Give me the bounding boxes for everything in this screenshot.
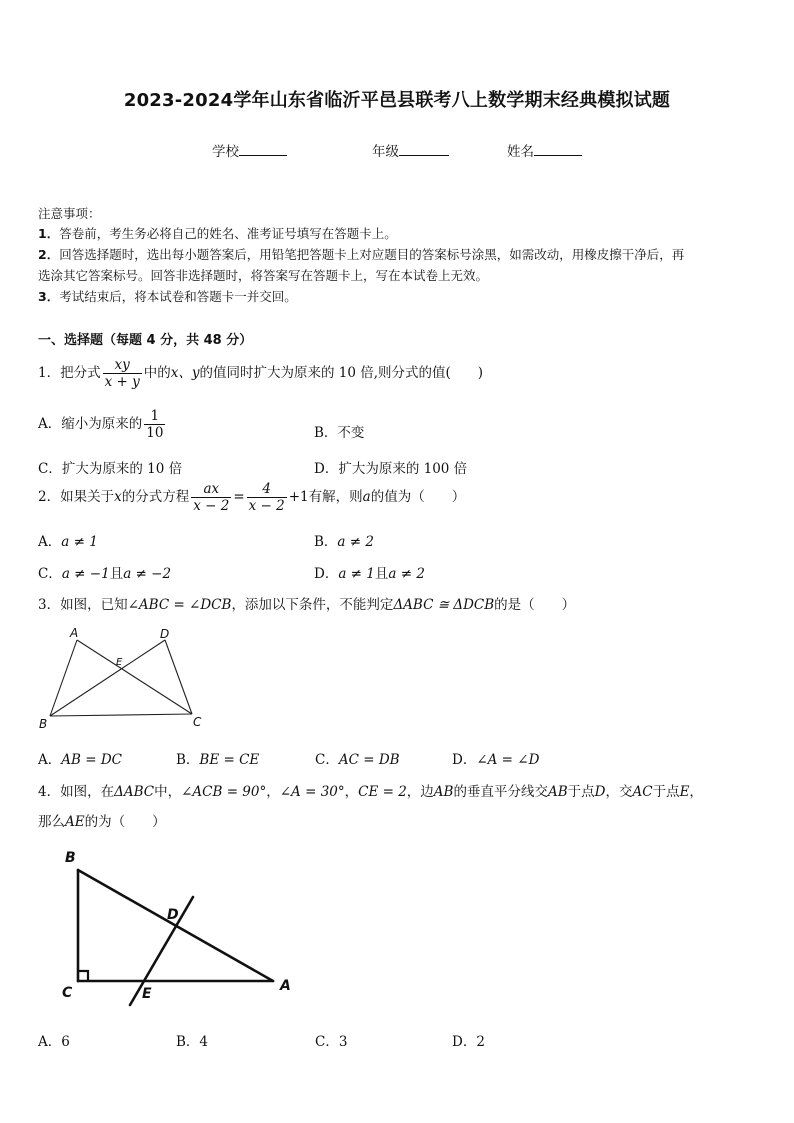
q2-f1-den: x − 2 [193, 498, 230, 514]
school-field[interactable] [212, 140, 287, 160]
q3-segment-ab [50, 640, 77, 716]
q4-l1-f: ，交 [605, 784, 633, 800]
q3-label-a: A [70, 626, 79, 640]
q4-label-e: E [142, 986, 152, 1002]
q2-eq: = [233, 489, 245, 505]
q2-option-a[interactable] [38, 530, 98, 550]
q4-option-a[interactable]: A．6 [38, 1034, 70, 1050]
notes-heading: 注意事项： [38, 206, 101, 221]
q4-option-c[interactable]: C．3 [315, 1034, 348, 1050]
page-title: 2023-2024学年山东省临沂平邑县联考八上数学期末经典模拟试题 [123, 90, 671, 111]
q2-option-c-a: a ≠ −1 [61, 566, 110, 582]
q4-sep-2: ， [344, 784, 359, 800]
q3-condition: ∠ABC = ∠DCB [127, 597, 232, 613]
q3-figure [30, 622, 220, 734]
q2-suffix-a: 有解，则 [308, 489, 363, 505]
q1-prefix: 1．把分式 [38, 365, 101, 381]
q4-l1-c: ，边 [406, 784, 434, 800]
q1-option-a-den: 10 [146, 425, 164, 441]
q1-vars: x、y [170, 365, 200, 381]
question-1 [38, 357, 483, 390]
notes-item-3-text: 考试结束后，将本试卷和答题卡一并交回。 [59, 289, 297, 304]
q3-conclusion: ΔABC ≅ ΔDCB [393, 597, 495, 613]
q1-option-a-fraction [144, 408, 165, 441]
q2-var2: a [362, 489, 371, 505]
q2-option-d-b: a ≠ 2 [388, 566, 425, 582]
q4-l1-h: ， [689, 784, 703, 800]
q4-l2-a: 那么 [38, 814, 65, 830]
grade-field[interactable] [372, 140, 449, 160]
question-4-line-2 [38, 810, 166, 830]
q3-label-b: B [39, 717, 48, 731]
q4-l1-g: 于点 [652, 784, 680, 800]
q1-option-b[interactable]: B．不变 [314, 425, 365, 441]
q1-suffix-a: 中的 [143, 365, 171, 381]
q3-label-d: D [160, 627, 170, 641]
q2-option-b[interactable] [314, 530, 374, 550]
q4-label-c: C [62, 985, 73, 1001]
q4-ac: AC [632, 784, 653, 800]
school-label: 学校 [212, 144, 239, 160]
q4-cond-3: CE = 2 [358, 784, 407, 800]
q1-option-a-num: 1 [144, 408, 165, 425]
q4-perpendicular-bisector [130, 897, 193, 1005]
q4-option-b[interactable]: B．4 [176, 1034, 209, 1050]
notes-item-1-num: 1． [38, 226, 60, 241]
q2-option-a-label: A． [38, 534, 62, 550]
q2-prefix: 2．如果关于 [38, 489, 115, 505]
q2-suffix-b: 的值为（ ） [370, 489, 466, 505]
q1-fraction [103, 357, 142, 390]
notes-item-2-line1: 回答选择题时，选出每小题答案后，用铅笔把答题卡上对应题目的答案标号涂黑，如需改动，用橡皮擦干净后，再 [59, 247, 685, 262]
school-blank[interactable] [239, 141, 287, 156]
grade-label: 年级 [372, 144, 399, 160]
q3-segment-cd [165, 640, 192, 714]
q1-option-a[interactable] [38, 408, 167, 441]
q2-option-d-mid: 且 [374, 566, 389, 582]
q4-ab-2: AB [547, 784, 568, 800]
q4-sep-1: ， [266, 784, 280, 800]
q3-option-b-text: BE = CE [199, 752, 260, 768]
q3-segment-ac [77, 640, 192, 714]
q2-fraction-1 [191, 481, 231, 514]
q1-frac-num: xy [103, 357, 142, 374]
q2-f2-den: x − 2 [248, 498, 285, 514]
q3-option-d-label: D． [452, 752, 477, 768]
q3-option-b-label: B． [176, 752, 200, 768]
notes-item-2 [38, 245, 684, 263]
q3-option-a-text: AB = DC [61, 752, 122, 768]
q2-option-a-text: a ≠ 1 [61, 534, 98, 550]
q2-fraction-2 [247, 481, 287, 514]
q4-ae: AE [65, 814, 85, 830]
q1-frac-den: x + y [104, 374, 140, 390]
q1-option-c[interactable]: C．扩大为原来的 10 倍 [38, 461, 183, 477]
q3-segment-bc [50, 714, 192, 716]
name-field[interactable] [507, 140, 582, 160]
q4-cond-2: ∠A = 30° [279, 784, 345, 800]
q3-prefix: 3．如图，已知 [38, 597, 128, 613]
q4-label-a: A [280, 978, 291, 994]
q4-label-d: D [167, 907, 179, 923]
q2-var: x [114, 489, 122, 505]
q3-option-b[interactable] [176, 748, 259, 768]
q4-triangle: ΔABC [114, 784, 155, 800]
name-label: 姓名 [507, 144, 534, 160]
q4-l1-a: 4．如图，在 [38, 784, 115, 800]
notes-item-3-num: 3． [38, 289, 60, 304]
q3-option-a[interactable] [38, 748, 122, 768]
q2-option-c-b: a ≠ −2 [123, 566, 172, 582]
q4-e: E [679, 784, 690, 800]
q4-figure [55, 845, 305, 1015]
q4-l1-d: 的垂直平分线交 [453, 784, 548, 800]
q3-option-d-text: ∠A = ∠D [476, 752, 540, 768]
q3-label-c: C [193, 715, 202, 729]
q2-option-c[interactable] [38, 562, 171, 582]
q4-option-d[interactable]: D．2 [452, 1034, 485, 1050]
q2-option-d[interactable] [314, 562, 425, 582]
question-2 [38, 481, 465, 514]
name-blank[interactable] [534, 141, 582, 156]
q2-plus: +1 [288, 489, 309, 505]
q4-right-angle-mark [78, 971, 88, 981]
q2-option-b-text: a ≠ 2 [337, 534, 374, 550]
q1-suffix-b: 的值同时扩大为原来的 10 倍,则分式的值( ) [199, 365, 484, 381]
q1-option-d[interactable]: D．扩大为原来的 100 倍 [314, 461, 468, 477]
q3-option-c-text: AC = DB [338, 752, 400, 768]
q3-label-e: E [116, 657, 123, 668]
q4-ab: AB [433, 784, 454, 800]
q2-f1-num: ax [191, 481, 231, 498]
notes-item-2-num: 2． [38, 247, 60, 262]
question-3 [38, 593, 575, 613]
notes-item-1-text: 答卷前，考生务必将自己的姓名、准考证号填写在答题卡上。 [59, 226, 397, 241]
notes-item-2-line2: 选涂其它答案标号。回答非选择题时，将答案写在答题卡上，写在本试卷上无效。 [38, 268, 489, 283]
q4-l1-e: 于点 [567, 784, 595, 800]
question-4-line-1 [38, 780, 703, 800]
q3-suffix: 的是（ ） [494, 597, 576, 613]
q4-label-b: B [65, 850, 76, 866]
q3-option-a-label: A． [38, 752, 62, 768]
q4-l2-b: 的为（ ） [84, 814, 166, 830]
q3-option-c[interactable] [315, 748, 400, 768]
q3-option-d[interactable] [452, 748, 539, 768]
q3-option-c-label: C． [315, 752, 339, 768]
q2-option-c-label: C． [38, 566, 62, 582]
notes-item-1 [38, 224, 397, 242]
q2-mid: 的分式方程 [121, 489, 190, 505]
grade-blank[interactable] [399, 141, 449, 156]
q2-option-d-label: D． [314, 566, 339, 582]
notes-item-3 [38, 287, 297, 305]
q2-option-c-mid: 且 [109, 566, 124, 582]
q4-l1-b: 中， [154, 784, 182, 800]
q3-segment-db [50, 640, 165, 716]
q2-option-b-label: B． [314, 534, 338, 550]
q4-d: D [594, 784, 606, 800]
q2-option-d-a: a ≠ 1 [338, 566, 375, 582]
q3-mid: ，添加以下条件，不能判定 [231, 597, 394, 613]
section-heading: 一、选择题（每题 4 分，共 48 分） [38, 333, 253, 348]
q2-f2-num: 4 [247, 481, 287, 498]
q1-option-a-text: A．缩小为原来的 [38, 416, 143, 432]
q4-cond-1: ∠ACB = 90° [181, 784, 267, 800]
